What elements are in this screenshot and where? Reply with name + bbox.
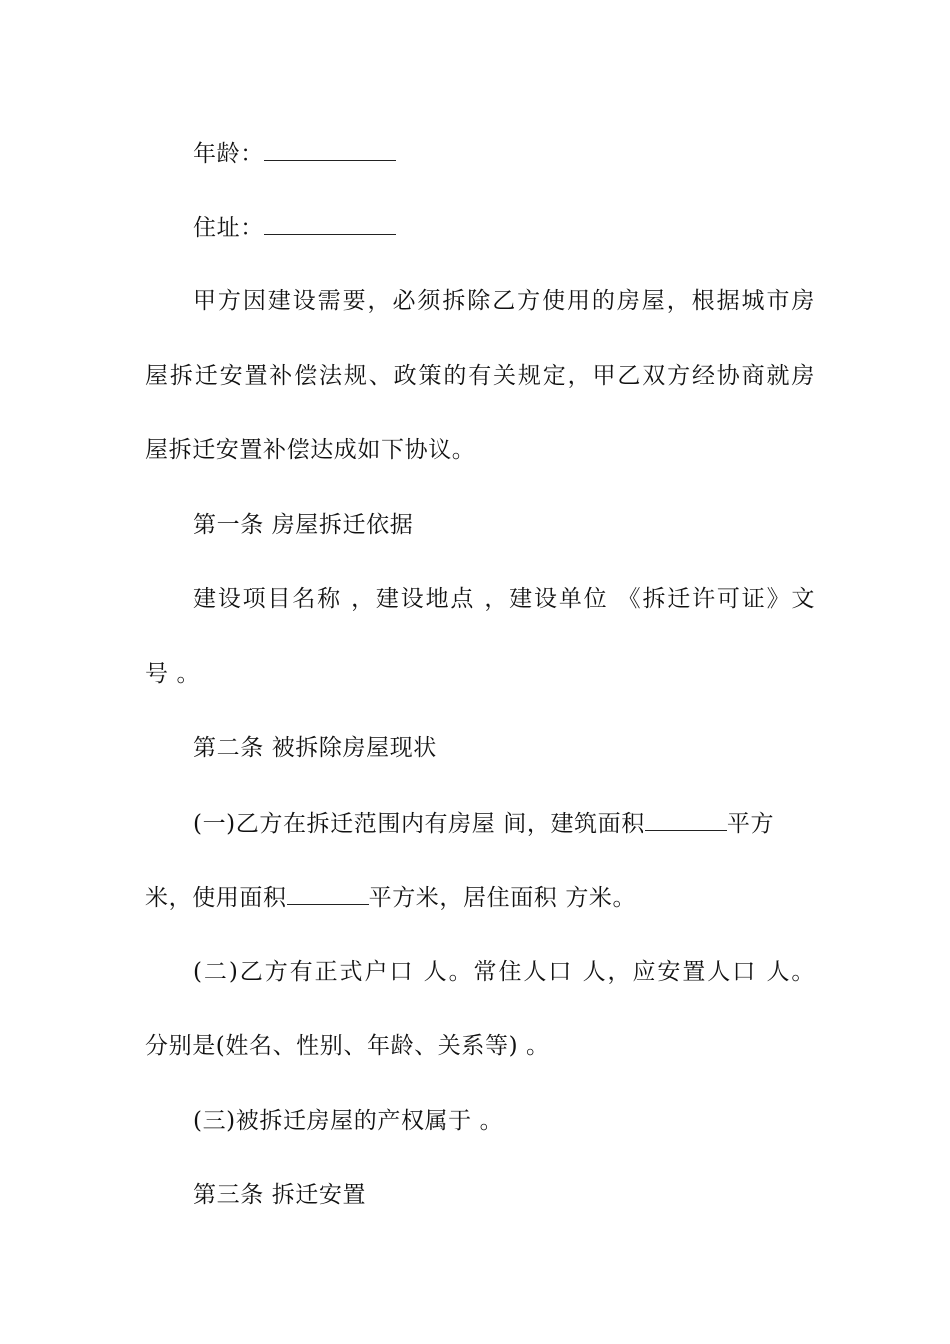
address-label: 住址： bbox=[193, 215, 264, 241]
intro-line-1: 甲方因建设需要，必须拆除乙方使用的房屋，根据城市房 bbox=[193, 288, 815, 314]
article-2-title: 第二条 被拆除房屋现状 bbox=[193, 735, 437, 761]
address-blank[interactable] bbox=[264, 212, 396, 235]
article-1-body-line-2: 号 。 bbox=[145, 661, 201, 687]
item-1-text: (一)乙方在拆迁范围内有房屋 间，建筑面积 bbox=[193, 811, 645, 837]
article-2-item-2-line-1: (二)乙方有正式户口 人。常住人口 人，应安置人口 人。 bbox=[193, 959, 815, 985]
item-1-suffix: 平方 bbox=[726, 811, 775, 837]
article-2-item-1-line-2 bbox=[145, 882, 815, 913]
article-3-title: 第三条 拆迁安置 bbox=[193, 1182, 367, 1208]
age-label: 年龄： bbox=[193, 141, 264, 167]
item-1-line-2-suffix: 平方米，居住面积 方米。 bbox=[368, 885, 637, 911]
usable-area-blank[interactable] bbox=[287, 882, 369, 905]
intro-line-3: 屋拆迁安置补偿达成如下协议。 bbox=[145, 437, 476, 463]
article-1-body-line-1: 建设项目名称 ，建设地点 ，建设单位 《拆迁许可证》文 bbox=[193, 586, 815, 612]
article-2-item-2-line-2: 分别是(姓名、性别、年龄、关系等) 。 bbox=[145, 1033, 550, 1059]
article-1-title: 第一条 房屋拆迁依据 bbox=[193, 512, 414, 538]
age-blank[interactable] bbox=[264, 138, 396, 161]
article-2-item-3: (三)被拆迁房屋的产权属于 。 bbox=[193, 1108, 504, 1134]
address-field-line bbox=[193, 212, 815, 243]
intro-line-2: 屋拆迁安置补偿法规、政策的有关规定，甲乙双方经协商就房 bbox=[145, 363, 815, 389]
article-2-item-1-line-1 bbox=[193, 808, 815, 839]
item-1-line-2-text: 米，使用面积 bbox=[145, 885, 287, 911]
building-area-blank[interactable] bbox=[645, 808, 727, 831]
age-field-line bbox=[193, 138, 815, 169]
